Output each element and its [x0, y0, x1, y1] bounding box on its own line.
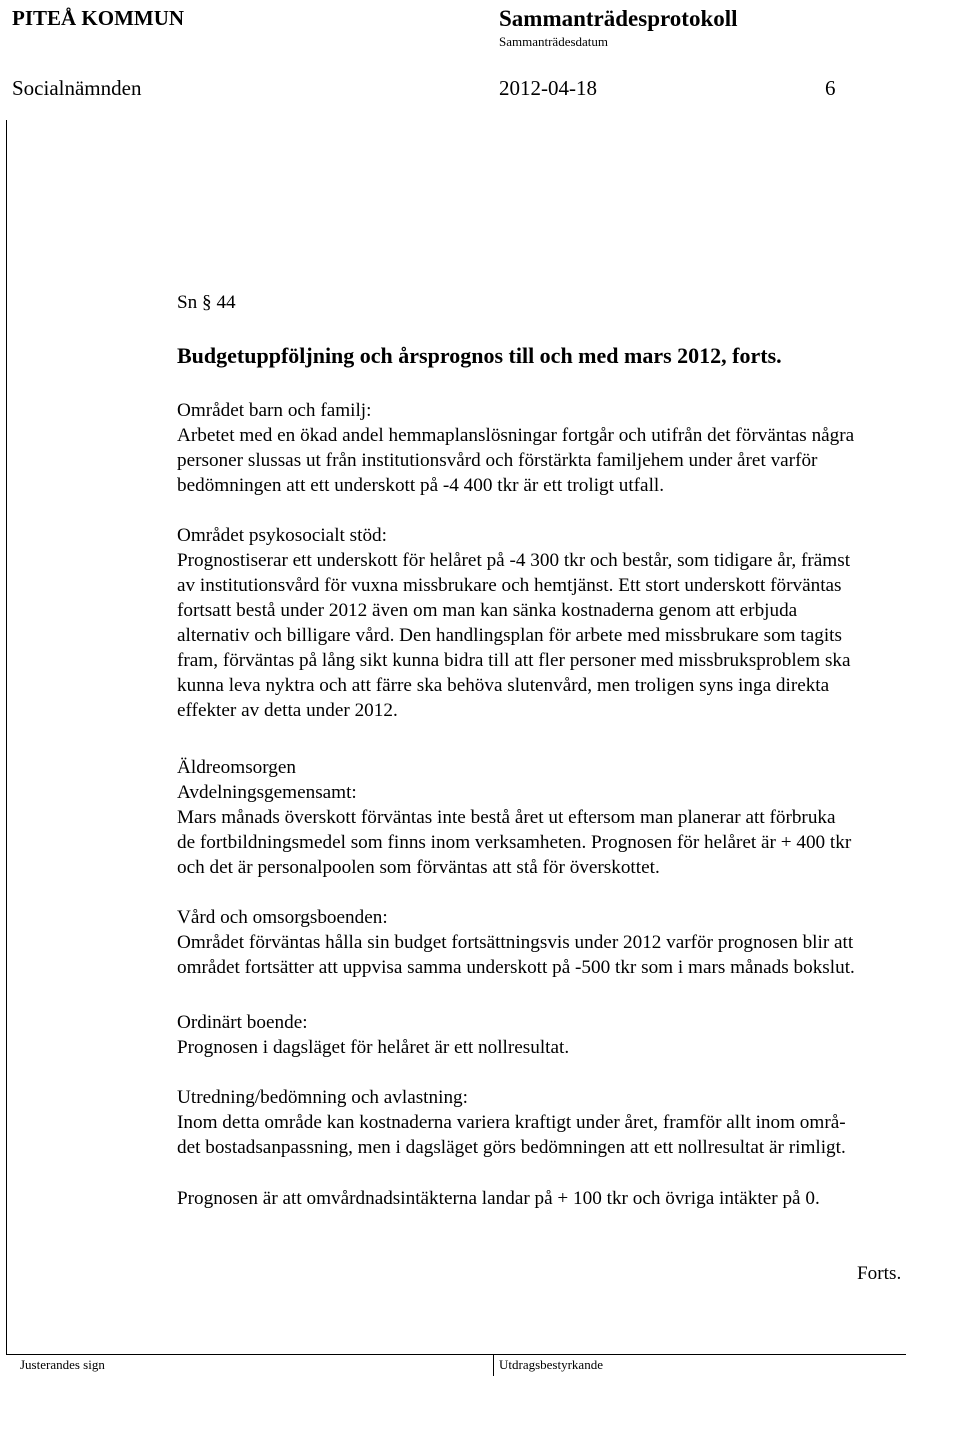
page-number: 6 [825, 76, 836, 100]
paragraph-barn-och-familj [177, 398, 960, 498]
section-number: Sn § 44 [177, 292, 236, 313]
paragraph-omvardnadsintakter [177, 1186, 960, 1211]
footer-rule [6, 1354, 906, 1355]
text-line: Prognosen är att omvårdnadsintäkterna landar på + 100 tkr och övriga intäkter på 0. [177, 1188, 820, 1209]
footer-extract-certification-label: Utdragsbestyrkande [499, 1357, 603, 1372]
text-line: Avdelningsgemensamt: [177, 782, 357, 803]
text-line: Ordinärt boende: [177, 1012, 308, 1033]
meeting-date-label: Sammanträdesdatum [499, 34, 609, 49]
text-line: Prognosen i dagsläget för helåret är ett nollresultat. [177, 1037, 570, 1058]
text-line: det bostadsanpassning, men i dagsläget görs bedömningen att ett nollresultat är rimligt. [177, 1137, 846, 1158]
text-line: Mars månads överskott förväntas inte bestå året ut eftersom man planerar att förbruka [177, 807, 836, 828]
text-line: Arbetet med en ökad andel hemmaplanslösningar fortgår och utifrån det förväntas några [177, 425, 855, 446]
footer-divider [493, 1354, 494, 1376]
text-line: bedömningen att ett underskott på -4 400 tkr är ett troligt utfall. [177, 475, 665, 496]
text-line: fortsatt bestå under 2012 även om man kan sänka kostnaderna genom att erbjuda [177, 600, 798, 621]
committee-name: Socialnämnden [12, 76, 142, 100]
section-title: Budgetuppföljning och årsprognos till och med mars 2012, forts. [177, 343, 782, 368]
text-line: de fortbildningsmedel som finns inom verksamheten. Prognosen för helåret är + 400 tkr [177, 832, 852, 853]
text-line: Vård och omsorgsboenden: [177, 907, 388, 928]
text-line: Inom detta område kan kostnaderna variera kraftigt under året, framför allt inom områ- [177, 1112, 846, 1133]
organization-name: PITEÅ KOMMUN [12, 6, 185, 30]
text-line: Prognostiserar ett underskott för helåret på -4 300 tkr och består, som tidigare år, främst [177, 550, 851, 571]
text-line: Utredning/bedömning och avlastning: [177, 1087, 468, 1108]
document-type: Sammanträdesprotokoll [499, 6, 738, 31]
text-line: kunna leva nyktra och att färre ska behöva slutenvård, men troligen syns inga direkta [177, 675, 830, 696]
text-line: personer slussas ut från institutionsvård och förstärkta familjehem under året varför [177, 450, 818, 471]
footer-adjusters-signature-label: Justerandes sign [20, 1357, 105, 1372]
paragraph-psykosocialt-stod [177, 523, 960, 723]
paragraph-ordinart-boende [177, 1010, 960, 1060]
paragraph-aldreomsorgen [177, 755, 960, 880]
text-line: alternativ och billigare vård. Den handlingsplan för arbete med missbrukare som tagits [177, 625, 842, 646]
paragraph-vard-och-omsorgsboenden [177, 905, 960, 980]
text-line: fram, förväntas på lång sikt kunna bidra till att fler personer med missbruksproblem ska [177, 650, 851, 671]
text-line: Området psykosocialt stöd: [177, 525, 387, 546]
left-margin-rule [6, 120, 7, 1354]
continuation-note: Forts. [857, 1263, 902, 1284]
paragraph-utredning-bedomning [177, 1085, 960, 1160]
text-line: av institutionsvård för vuxna missbrukare och hemtjänst. Ett stort underskott förväntas [177, 575, 842, 596]
text-line: effekter av detta under 2012. [177, 700, 398, 721]
text-line: Området barn och familj: [177, 400, 372, 421]
text-line: området fortsätter att uppvisa samma underskott på -500 tkr som i mars månads bokslut. [177, 957, 855, 978]
text-line: Äldreomsorgen [177, 757, 297, 778]
text-line: Området förväntas hålla sin budget fortsättningsvis under 2012 varför prognosen blir att [177, 932, 854, 953]
text-line: och det är personalpoolen som förväntas att stå för överskottet. [177, 857, 660, 878]
meeting-date: 2012-04-18 [499, 76, 597, 100]
